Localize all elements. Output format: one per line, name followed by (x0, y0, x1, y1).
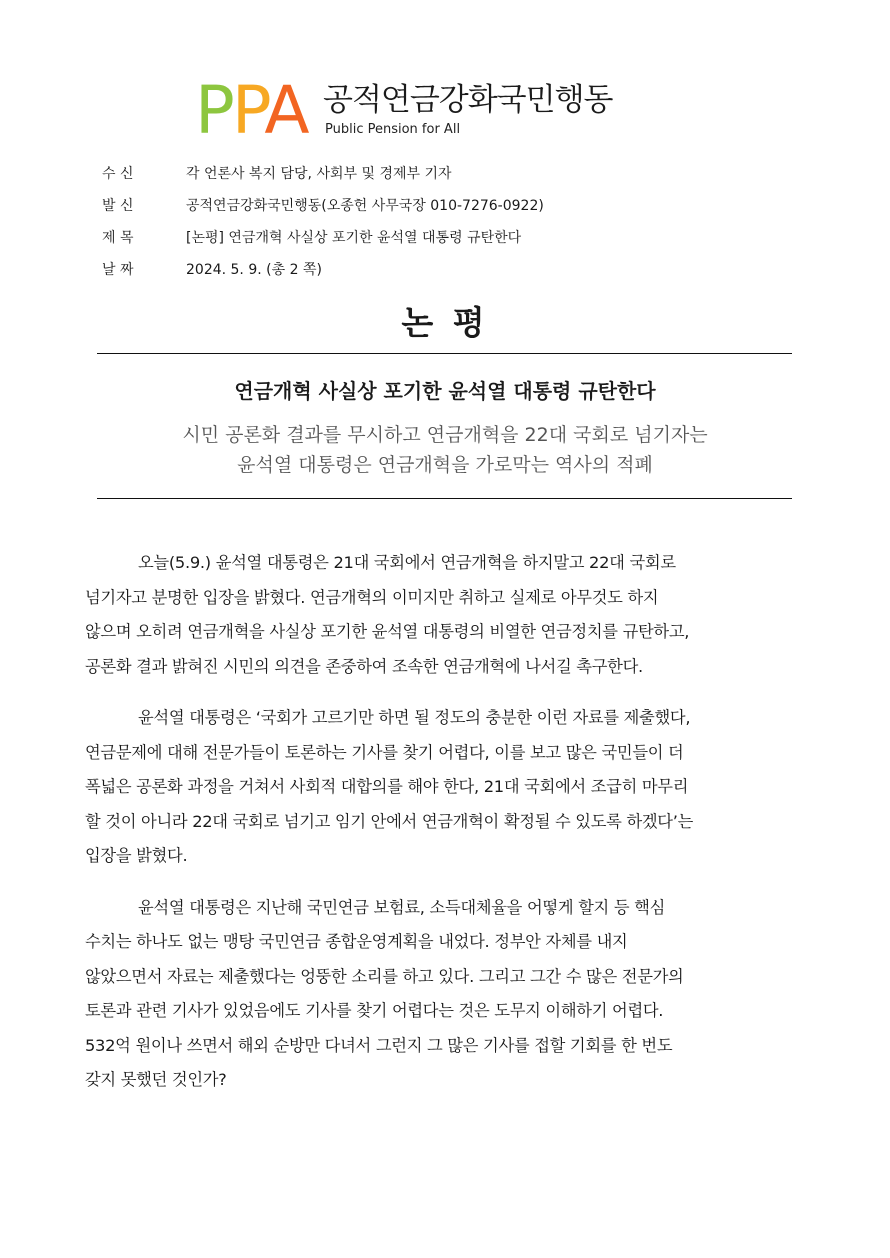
meta-value: 2024. 5. 9. (총 2 쪽) (186, 262, 322, 278)
meta-row-recipient (102, 158, 802, 190)
document-type-title: 논 평 (401, 303, 489, 342)
ppa-logo-mark (195, 72, 307, 149)
logo-letter-p2: P (231, 72, 265, 149)
meta-row-date (102, 254, 802, 286)
paragraph-line: 윤석열 대통령은 ‘국회가 고르기만 하면 될 정도의 충분한 이런 자료를 제출했다, (138, 708, 691, 727)
paragraph-2 (85, 701, 790, 874)
organization-name-korean: 공적연금강화국민행동 (323, 82, 613, 118)
paragraph-line: 오늘(5.9.) 윤석열 대통령은 21대 국회에서 연금개혁을 하지말고 22대 국회로 (138, 553, 676, 572)
paragraph-line: 공론화 결과 밝혀진 시민의 의견을 존중하여 조속한 연금개혁에 나서길 촉구한다. (85, 656, 643, 676)
top-divider (97, 353, 792, 354)
statement-body (85, 546, 790, 1098)
meta-label: 발 신 (102, 198, 134, 214)
memo-header (102, 158, 802, 286)
meta-value: 각 언론사 복지 담당, 사회부 및 경제부 기자 (186, 166, 452, 182)
paragraph-3 (85, 891, 790, 1098)
subheadline (0, 420, 890, 480)
paragraph-line: 윤석열 대통령은 지난해 국민연금 보험료, 소득대체율을 어떻게 할지 등 핵심 (138, 897, 666, 917)
paragraph-line: 않으며 오히려 연금개혁을 사실상 포기한 윤석열 대통령의 비열한 연금정치를 규탄하고, (85, 622, 690, 641)
paragraph-line: 넘기자고 분명한 입장을 밝혔다. 연금개혁의 이미지만 취하고 실제로 아무것도 하지 (85, 587, 659, 607)
meta-value: [논평] 연금개혁 사실상 포기한 윤석열 대통령 규탄한다 (186, 230, 522, 246)
meta-label: 제 목 (102, 230, 134, 246)
logo-letter-p1: P (195, 72, 232, 149)
paragraph-line: 수치는 하나도 없는 맹탕 국민연금 종합운영계획을 내었다. 정부안 자체를 내지 (85, 932, 628, 951)
meta-label: 수 신 (102, 166, 134, 182)
meta-value: 공적연금강화국민행동(오종헌 사무국장 010-7276-0922) (186, 198, 544, 214)
logo-letter-a: A (264, 72, 307, 149)
paragraph-line: 폭넓은 공론화 과정을 거쳐서 사회적 대합의를 해야 한다, 21대 국회에서 조급히 마무리 (85, 777, 689, 796)
headline: 연금개혁 사실상 포기한 윤석열 대통령 규탄한다 (234, 379, 656, 403)
subheadline-line: 시민 공론화 결과를 무시하고 연금개혁을 22대 국회로 넘기자는 (182, 424, 708, 446)
paragraph-line: 연금문제에 대해 전문가들이 토론하는 기사를 찾기 어렵다, 이를 보고 많은 국민들이 더 (85, 742, 684, 762)
meta-label: 날 짜 (102, 262, 134, 278)
paragraph-1 (85, 546, 790, 684)
paragraph-line: 532억 원이나 쓰면서 해외 순방만 다녀서 그런지 그 많은 기사를 접할 기회를 한 번도 (85, 1035, 673, 1055)
meta-row-sender (102, 190, 802, 222)
paragraph-line: 토론과 관련 기사가 있었음에도 기사를 찾기 어렵다는 것은 도무지 이해하기 어렵다. (85, 1001, 664, 1020)
paragraph-line: 할 것이 아니라 22대 국회로 넘기고 임기 안에서 연금개혁이 확정될 수 있도록 하겠다’는 (85, 811, 694, 831)
paragraph-line: 않았으면서 자료는 제출했다는 엉뚱한 소리를 하고 있다. 그리고 그간 수 많은 전문가의 (85, 966, 684, 986)
paragraph-line: 입장을 밝혔다. (85, 846, 188, 865)
subheadline-line: 윤석열 대통령은 연금개혁을 가로막는 역사의 적폐 (237, 454, 653, 476)
paragraph-line: 갖지 못했던 것인가? (85, 1070, 227, 1089)
meta-row-subject (102, 222, 802, 254)
organization-name-english: Public Pension for All (325, 122, 461, 137)
bottom-divider (97, 498, 792, 499)
